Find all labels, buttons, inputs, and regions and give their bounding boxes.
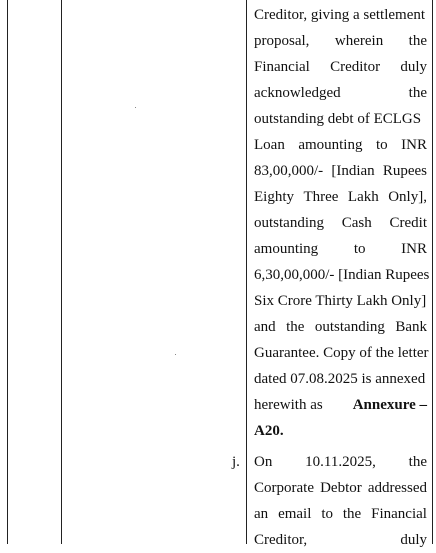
paragraph-line bbox=[254, 132, 427, 158]
word: outstanding bbox=[314, 319, 385, 335]
word: Only], bbox=[388, 189, 427, 205]
scan-speck bbox=[135, 107, 136, 108]
paragraph-line bbox=[254, 54, 427, 80]
paragraph-line bbox=[254, 501, 427, 527]
word: 10.11.2025, bbox=[305, 454, 376, 470]
word: Cash bbox=[341, 215, 372, 231]
annexure-number: A20. bbox=[254, 423, 284, 439]
paragraph-line: outstanding debt of ECLGS bbox=[254, 111, 422, 127]
word: On bbox=[254, 454, 273, 470]
word: outstanding bbox=[254, 215, 324, 231]
paragraph-line: Creditor, giving a settlement bbox=[254, 7, 426, 23]
word: Bank bbox=[395, 319, 427, 335]
paragraph-line: 6,30,00,000/- [Indian Rupees bbox=[254, 267, 430, 283]
word: amounting bbox=[298, 137, 363, 153]
paragraph-line bbox=[254, 314, 427, 340]
word: Financial bbox=[254, 59, 310, 75]
annexure-intro-text: herewith as bbox=[254, 397, 323, 413]
paragraph-line bbox=[254, 28, 427, 54]
word: to bbox=[321, 506, 333, 522]
paragraph-line bbox=[254, 210, 427, 236]
paragraph-line bbox=[254, 418, 427, 444]
paragraph-line: Guarantee. Copy of the letter bbox=[254, 345, 429, 361]
paragraph-line bbox=[254, 236, 427, 262]
paragraph-line bbox=[254, 449, 427, 475]
paragraph-line bbox=[254, 184, 427, 210]
word: to bbox=[375, 137, 388, 153]
word: INR bbox=[401, 137, 427, 153]
word: Creditor, bbox=[254, 532, 308, 548]
table-border-right bbox=[432, 0, 433, 544]
word: Rupees bbox=[382, 163, 427, 179]
word: [Indian bbox=[331, 163, 375, 179]
word: the bbox=[342, 506, 362, 522]
paragraph-line bbox=[254, 158, 427, 184]
word: Credit bbox=[389, 215, 427, 231]
word: duly bbox=[400, 59, 427, 75]
word: INR bbox=[401, 241, 427, 257]
word: addressed bbox=[367, 480, 427, 496]
word: acknowledged bbox=[254, 85, 341, 101]
word: Loan bbox=[254, 137, 285, 153]
table-column-divider-1 bbox=[61, 0, 62, 544]
annexure-label: Annexure – bbox=[352, 397, 427, 413]
word: wherein bbox=[334, 33, 384, 49]
word: Creditor bbox=[330, 59, 381, 75]
paragraph-line: Six Crore Thirty Lakh Only] bbox=[254, 293, 427, 309]
word: Lakh bbox=[347, 189, 379, 205]
word: an bbox=[254, 506, 269, 522]
word: 83,00,000/- bbox=[254, 163, 324, 179]
word: Eighty bbox=[254, 189, 294, 205]
word: amounting bbox=[254, 241, 319, 257]
word: Financial bbox=[371, 506, 427, 522]
word: the bbox=[408, 33, 427, 49]
paragraph-line bbox=[254, 527, 427, 553]
list-item-marker-j: j. bbox=[232, 454, 240, 470]
paragraph-line bbox=[254, 392, 427, 418]
word: email bbox=[278, 506, 312, 522]
word: and bbox=[254, 319, 276, 335]
word: Three bbox=[303, 189, 339, 205]
table-column-divider-2 bbox=[246, 0, 247, 544]
scan-speck bbox=[175, 354, 176, 355]
word: to bbox=[353, 241, 366, 257]
word: Debtor bbox=[320, 480, 362, 496]
word: duly bbox=[400, 532, 427, 548]
paragraph-line: dated 07.08.2025 is annexed bbox=[254, 371, 426, 387]
word: the bbox=[408, 85, 427, 101]
word: Corporate bbox=[254, 480, 314, 496]
word: the bbox=[408, 454, 427, 470]
word: the bbox=[286, 319, 305, 335]
table-border-left bbox=[7, 0, 8, 544]
word: proposal, bbox=[254, 33, 310, 49]
paragraph-line bbox=[254, 475, 427, 501]
paragraph-line bbox=[254, 80, 427, 106]
